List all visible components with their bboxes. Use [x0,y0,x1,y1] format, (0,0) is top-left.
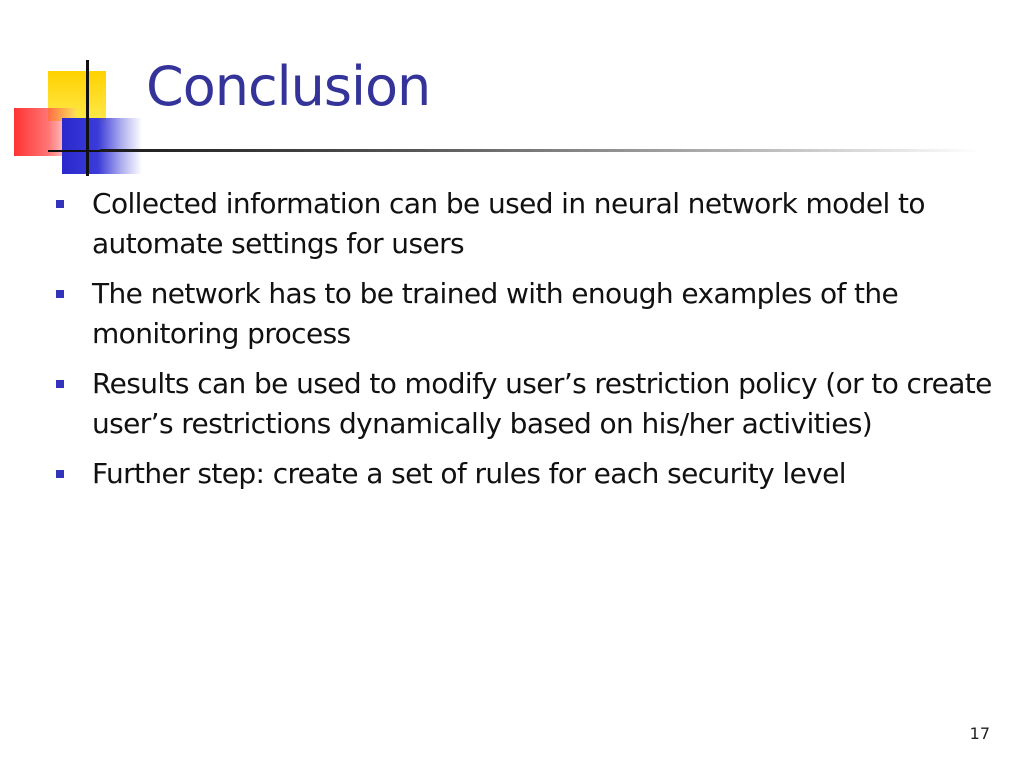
square-bullet-icon [56,290,64,298]
bullet-item [52,274,992,354]
blue-square [62,118,142,174]
square-bullet-icon [56,470,64,478]
square-bullet-icon [56,380,64,388]
bullet-text: Further step: create a set of rules for each security level [92,457,846,490]
bullet-list [52,184,992,504]
bullet-text: Results can be used to modify user’s restriction policy (or to create user’s restrictions dynamically based on his/her activities) [92,367,992,440]
page-number: 17 [969,724,990,743]
decorative-logo-blocks [0,0,150,180]
bullet-item [52,184,992,264]
title-underline-rule [100,149,980,152]
bullet-text: The network has to be trained with enough examples of the monitoring process [92,277,899,350]
slide-title: Conclusion [146,55,431,118]
bullet-item [52,364,992,444]
square-bullet-icon [56,200,64,208]
vertical-divider-line [86,60,89,176]
bullet-text: Collected information can be used in neural network model to automate settings for users [92,187,925,260]
bullet-item [52,454,992,494]
